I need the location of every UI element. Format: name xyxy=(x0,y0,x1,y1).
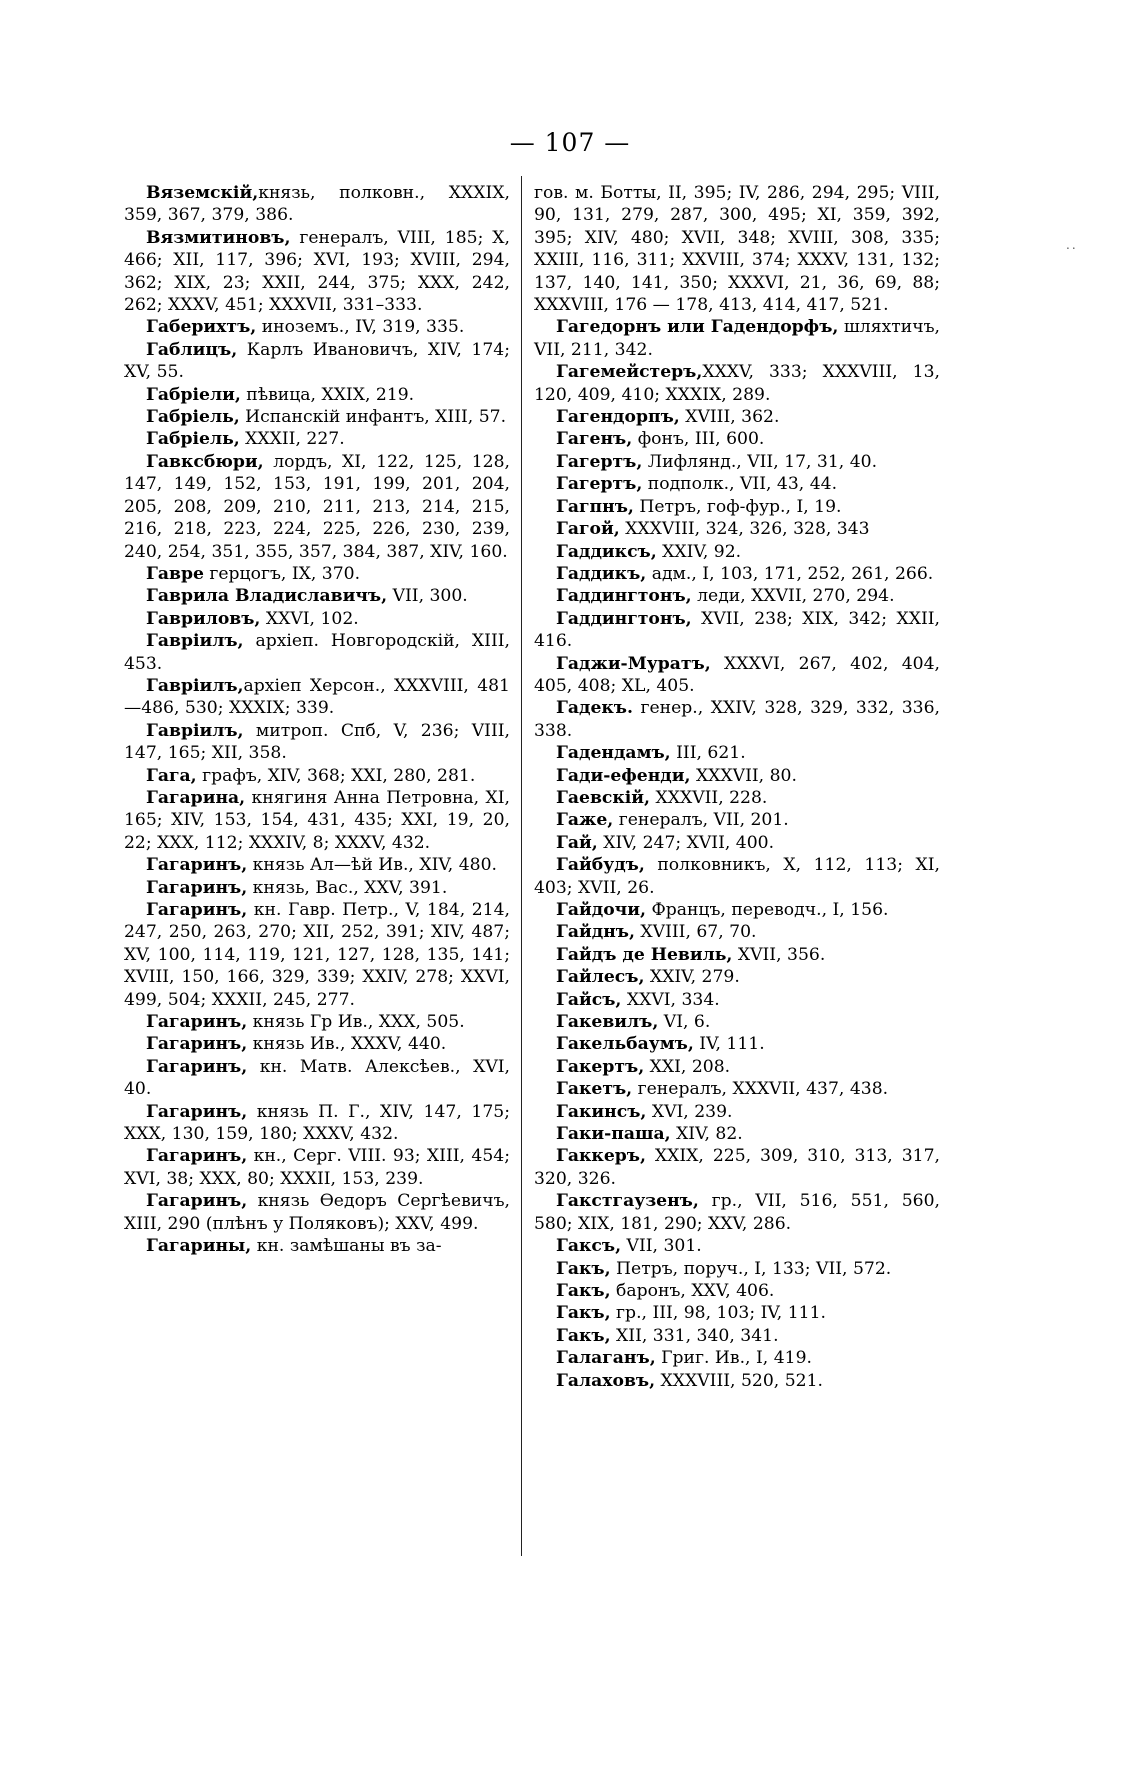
entry-references: кн. замѣшаны въ за- xyxy=(251,1236,442,1257)
entry-headword: Гади-ефенди, xyxy=(556,765,691,786)
index-entry xyxy=(124,765,510,787)
index-entry xyxy=(124,1101,510,1146)
entry-references: леди, XXVII, 270, 294. xyxy=(691,586,895,607)
entry-headword: Гай, xyxy=(556,832,598,853)
entry-headword: Гага, xyxy=(146,765,197,786)
entry-references: архіеп Херсон., XXXVIII, 481—486, 530; XXXIX; 339. xyxy=(124,675,510,719)
entry-headword: Галаховъ, xyxy=(556,1370,656,1391)
entry-references: XVIII, 362. xyxy=(679,407,780,428)
index-entry xyxy=(534,1302,940,1324)
entry-references: пѣвица, XXIX, 219. xyxy=(240,384,415,405)
entry-headword: Гаки-паша, xyxy=(556,1124,671,1145)
entry-references: Петръ, поруч., I, 133; VII, 572. xyxy=(610,1258,892,1279)
index-entry xyxy=(534,585,940,607)
entry-references: XVII, 356. xyxy=(732,944,826,965)
entry-headword: Гайдочи, xyxy=(556,900,646,920)
entry-references: князь Гр Ив., XXX, 505. xyxy=(247,1012,465,1033)
entry-headword: Гагедорнъ или Гадендорфъ, xyxy=(556,317,839,338)
index-entry xyxy=(124,428,510,450)
right-column xyxy=(534,182,940,1392)
index-entry xyxy=(124,608,510,630)
entry-references: гр., III, 98, 103; IV, 111. xyxy=(610,1303,826,1324)
entry-references: XXIX, 225, 309, 310, 313, 317, 320, 326. xyxy=(534,1146,940,1189)
entry-headword: Гакертъ, xyxy=(556,1056,645,1077)
index-entry xyxy=(534,966,940,988)
entry-headword: Гагенъ, xyxy=(556,429,633,450)
index-entry xyxy=(534,1347,940,1369)
entry-references: князь Ал—ѣй Ив., XIV, 480. xyxy=(247,855,497,876)
entry-references: XVIII, 67, 70. xyxy=(634,922,757,943)
entry-references: VI, 6. xyxy=(658,1012,711,1033)
index-entry xyxy=(534,1123,940,1145)
index-entry xyxy=(534,406,940,428)
index-entry xyxy=(534,182,940,316)
entry-headword: Гагертъ, xyxy=(556,451,643,472)
entry-headword: Вязмитиновъ, xyxy=(146,227,291,248)
index-entry xyxy=(534,608,940,653)
entry-headword: Гакетъ, xyxy=(556,1079,633,1100)
index-entry xyxy=(124,1235,510,1257)
index-entry xyxy=(534,1145,940,1190)
entry-headword: Гагаринъ, xyxy=(146,1034,248,1055)
entry-references: гов. м. Ботты, II, 395; IV, 286, 294, 295; VIII, 90, 131, 279, 287, 300, 495; XI, 359, 392, 395; XIV, 480; XVII, 348; XVIII, 308, 335; XXIII, 116, 311; XXVIII, 374; XXXV, 131, 132; 137, 140, 141, 350; XXXVI, 21, 36, 69, 88; XXXVIII, 176 — 178, 413, 414, 417, 521. xyxy=(534,183,940,316)
index-entry xyxy=(124,899,510,1011)
index-entry xyxy=(534,1258,940,1280)
entry-headword: Гаккеръ, xyxy=(556,1146,646,1167)
entry-headword: Габріель, xyxy=(146,429,240,450)
entry-headword: Гавре xyxy=(146,563,204,584)
index-entry xyxy=(124,877,510,899)
entry-references: XXXVII, 80. xyxy=(690,765,797,786)
entry-headword: Гаксъ, xyxy=(556,1236,622,1257)
entry-references: князь, полковн., XXXIX, 359, 367, 379, 386. xyxy=(124,183,510,226)
entry-headword: Габріели, xyxy=(146,384,241,405)
entry-headword: Гакъ, xyxy=(556,1258,611,1279)
index-entry xyxy=(124,1190,510,1235)
index-entry xyxy=(124,1145,510,1190)
entry-references: XIV, 82. xyxy=(670,1124,743,1145)
entry-headword: Гаддингтонъ, xyxy=(556,586,692,607)
index-entry xyxy=(534,1033,940,1055)
index-entry xyxy=(534,316,940,361)
entry-headword: Гаддиксъ, xyxy=(556,541,657,562)
entry-references: XXVI, 102. xyxy=(260,608,359,629)
entry-headword: Гагемейстеръ, xyxy=(556,362,703,383)
entry-headword: Гагаринъ, xyxy=(146,855,248,876)
entry-references: XXIV, 92. xyxy=(656,541,742,562)
column-divider xyxy=(521,176,522,1556)
entry-headword: Гагаринъ, xyxy=(146,1012,248,1033)
entry-headword: Гадендамъ, xyxy=(556,743,671,764)
entry-headword: Гакъ, xyxy=(556,1280,611,1301)
entry-headword: Гайдъ де Невиль, xyxy=(556,944,733,965)
entry-headword: Гайбудъ, xyxy=(556,855,645,876)
entry-headword: Гакельбаумъ, xyxy=(556,1034,694,1055)
index-entry xyxy=(534,944,940,966)
left-column xyxy=(124,182,510,1258)
entry-references: кн. Матв. Алексѣев., XVI, 40. xyxy=(124,1056,510,1100)
index-entry xyxy=(124,339,510,384)
index-entry xyxy=(124,787,510,854)
entry-headword: Габлицъ, xyxy=(146,339,238,360)
entry-references: кн., Серг. VIII. 93; XIII, 454; XVI, 38; XXX, 80; XXXII, 153, 239. xyxy=(124,1146,510,1189)
entry-references: XXXV, 333; XXXVIII, 13, 120, 409, 410; XXXIX, 289. xyxy=(534,362,940,405)
entry-references: Францъ, переводч., I, 156. xyxy=(645,900,889,920)
entry-references: баронъ, XXV, 406. xyxy=(610,1280,775,1301)
entry-references: Испанскій инфантъ, XIII, 57. xyxy=(239,407,507,428)
entry-references: генер., XXIV, 328, 329, 332, 336, 338. xyxy=(534,698,940,741)
entry-headword: Гавриловъ, xyxy=(146,608,261,629)
index-entry xyxy=(124,854,510,876)
entry-headword: Гайднъ, xyxy=(556,922,635,943)
entry-headword: Гавксбюри, xyxy=(146,451,264,472)
index-entry xyxy=(534,854,940,899)
entry-headword: Гагаринъ, xyxy=(146,1056,248,1077)
entry-references: шляхтичъ, VII, 211, 342. xyxy=(534,317,940,360)
index-entry xyxy=(534,809,940,831)
entry-headword: Гаджи-Муратъ, xyxy=(556,653,711,674)
entry-references: митроп. Спб, V, 236; VIII, 147, 165; XII, 358. xyxy=(124,720,510,764)
entry-references: фонъ, III, 600. xyxy=(632,429,765,450)
index-entry xyxy=(534,1190,940,1235)
entry-headword: Гавріилъ, xyxy=(146,720,244,741)
entry-headword: Гавріилъ, xyxy=(146,631,244,652)
entry-references: XXVI, 334. xyxy=(621,989,720,1010)
entry-references: XXXVI, 267, 402, 404, 405, 408; XL, 405. xyxy=(534,653,940,696)
entry-references: XXXVII, 228. xyxy=(650,787,768,808)
index-entry xyxy=(534,1011,940,1033)
index-entry xyxy=(534,1056,940,1078)
entry-headword: Гагарины, xyxy=(146,1236,252,1257)
margin-mark: .. xyxy=(1066,238,1078,252)
index-entry xyxy=(534,428,940,450)
entry-headword: Гаддингтонъ, xyxy=(556,608,692,629)
index-entry xyxy=(534,1325,940,1347)
index-entry xyxy=(124,585,510,607)
index-entry xyxy=(534,1101,940,1123)
index-entry xyxy=(534,563,940,585)
index-entry xyxy=(124,406,510,428)
index-entry xyxy=(124,182,510,227)
index-entry xyxy=(534,653,940,698)
entry-references: Лифлянд., VII, 17, 31, 40. xyxy=(642,451,878,472)
entry-references: адм., I, 103, 171, 252, 261, 266. xyxy=(646,563,934,584)
index-entry xyxy=(534,1280,940,1302)
index-entry xyxy=(124,227,510,317)
entry-references: XVI, 239. xyxy=(646,1101,733,1122)
entry-headword: Гагаринъ, xyxy=(146,1191,248,1212)
entry-references: XII, 331, 340, 341. xyxy=(610,1325,779,1346)
entry-headword: Гайлесъ, xyxy=(556,967,645,988)
entry-references: генералъ, VIII, 185; X, 466; XII, 117, 396; XVI, 193; XVIII, 294, 362; XIX, 23; XXII, 244, 375; XXX, 242, 262; XXXV, 451; XXXVII, 331–333. xyxy=(124,227,510,316)
entry-headword: Гагпнъ, xyxy=(556,496,634,517)
index-entry xyxy=(534,473,940,495)
index-entry xyxy=(534,742,940,764)
index-entry xyxy=(124,451,510,563)
index-entry xyxy=(124,630,510,675)
entry-references: лордъ, XI, 122, 125, 128, 147, 149, 152, 153, 191, 199, 201, 204, 205, 208, 209, 210, 211, 213, 214, 215, 216, 218, 223, 224, 225, 226, 230, 239, 240, 254, 351, 355, 357, 384, 387, XIV, 160. xyxy=(124,451,510,562)
entry-references: иноземъ., IV, 319, 335. xyxy=(256,317,465,338)
entry-references: генералъ, XXXVII, 437, 438. xyxy=(632,1079,889,1100)
entry-references: князь П. Г., XIV, 147, 175; XXX, 130, 159, 180; XXXV, 432. xyxy=(124,1101,510,1145)
entry-references: XXIV, 279. xyxy=(644,967,740,988)
entry-headword: Гакъ, xyxy=(556,1325,611,1346)
entry-headword: Гаврила Владиславичъ, xyxy=(146,586,388,607)
entry-references: VII, 300. xyxy=(387,586,468,607)
index-entry xyxy=(124,316,510,338)
entry-references: генералъ, VII, 201. xyxy=(613,810,789,831)
entry-headword: Габріель, xyxy=(146,407,240,428)
entry-references: Петръ, гоф-фур., I, 19. xyxy=(633,496,842,517)
entry-references: князь, Вас., XXV, 391. xyxy=(247,877,448,898)
entry-headword: Гаддикъ, xyxy=(556,563,647,584)
entry-references: гр., VII, 516, 551, 560, 580; XIX, 181, 290; XXV, 286. xyxy=(534,1191,940,1234)
entry-references: полковникъ, X, 112, 113; XI, 403; XVII, 26. xyxy=(534,855,940,898)
entry-references: графъ, XIV, 368; XXI, 280, 281. xyxy=(196,765,476,786)
entry-references: XXXVIII, 520, 521. xyxy=(655,1370,823,1391)
entry-headword: Гагертъ, xyxy=(556,474,643,495)
entry-references: Карлъ Ивановичъ, XIV, 174; XV, 55. xyxy=(124,339,510,383)
entry-references: XVII, 238; XIX, 342; XXII, 416. xyxy=(534,608,940,652)
entry-headword: Гагаринъ, xyxy=(146,1101,248,1122)
index-entry xyxy=(534,541,940,563)
entry-references: Григ. Ив., I, 419. xyxy=(655,1348,812,1369)
entry-references: архіеп. Новгородскій, XIII, 453. xyxy=(124,631,510,674)
entry-headword: Гайсъ, xyxy=(556,989,622,1010)
index-entry xyxy=(124,1011,510,1033)
index-entry xyxy=(534,496,940,518)
index-entry xyxy=(534,765,940,787)
index-entry xyxy=(534,787,940,809)
index-entry xyxy=(124,720,510,765)
entry-headword: Гакинсъ, xyxy=(556,1101,647,1122)
entry-headword: Вяземскій, xyxy=(146,183,259,203)
entry-references: князь Ѳедоръ Сергѣевичъ, XIII, 290 (плѣнъ у Поляковъ); XXV, 499. xyxy=(124,1191,510,1234)
entry-headword: Гагендорпъ, xyxy=(556,407,680,428)
index-entry xyxy=(534,361,940,406)
entry-headword: Гагаринъ, xyxy=(146,877,248,898)
index-entry xyxy=(534,921,940,943)
entry-references: III, 621. xyxy=(670,743,746,764)
index-entry xyxy=(534,989,940,1011)
index-entry xyxy=(534,832,940,854)
entry-headword: Гаже, xyxy=(556,810,614,831)
index-entry xyxy=(534,697,940,742)
index-entry xyxy=(124,675,510,720)
entry-headword: Гавріилъ, xyxy=(146,675,244,696)
entry-headword: Гаевскій, xyxy=(556,787,651,808)
page-number: — 107 — xyxy=(509,128,631,157)
entry-headword: Гадекъ. xyxy=(556,698,633,719)
entry-references: VII, 301. xyxy=(621,1236,702,1257)
index-entry xyxy=(124,384,510,406)
entry-headword: Гагарина, xyxy=(146,787,246,808)
entry-headword: Гакевилъ, xyxy=(556,1012,659,1033)
index-entry xyxy=(534,899,940,921)
index-entry xyxy=(534,1078,940,1100)
index-entry xyxy=(124,1056,510,1101)
index-entry xyxy=(124,563,510,585)
entry-references: XXXII, 227. xyxy=(239,429,345,450)
entry-references: князь Ив., XXXV, 440. xyxy=(247,1034,447,1055)
entry-headword: Габерихтъ, xyxy=(146,317,257,338)
index-entry xyxy=(124,1033,510,1055)
entry-headword: Гагаринъ, xyxy=(146,1146,248,1167)
entry-references: XXI, 208. xyxy=(644,1056,731,1077)
index-entry xyxy=(534,451,940,473)
entry-headword: Гагой, xyxy=(556,519,620,540)
entry-references: подполк., VII, 43, 44. xyxy=(642,474,838,495)
entry-references: XIV, 247; XVII, 400. xyxy=(597,832,775,853)
entry-references: кн. Гавр. Петр., V, 184, 214, 247, 250, 263, 270; XII, 252, 391; XIV, 487; XV, 100, 114, 119, 121, 127, 128, 135, 141; XVIII, 150, 166, 329, 339; XXIV, 278; XXVI, 499, 504; XXXII, 245, 277. xyxy=(124,900,510,1010)
entry-references: герцогъ, IX, 370. xyxy=(203,563,361,584)
entry-headword: Гагаринъ, xyxy=(146,900,248,920)
index-entry xyxy=(534,1235,940,1257)
entry-references: княгиня Анна Петровна, XI, 165; XIV, 153, 154, 431, 435; XXI, 19, 20, 22; XXX, 112; XXXIV, 8; XXXV, 432. xyxy=(124,787,510,853)
index-entry xyxy=(534,1370,940,1392)
entry-headword: Гакстгаузенъ, xyxy=(556,1191,699,1212)
index-entry xyxy=(534,518,940,540)
entry-references: IV, 111. xyxy=(693,1034,765,1055)
entry-headword: Гакъ, xyxy=(556,1303,611,1324)
entry-headword: Галаганъ, xyxy=(556,1348,656,1369)
entry-references: XXXVIII, 324, 326, 328, 343 xyxy=(619,519,870,540)
